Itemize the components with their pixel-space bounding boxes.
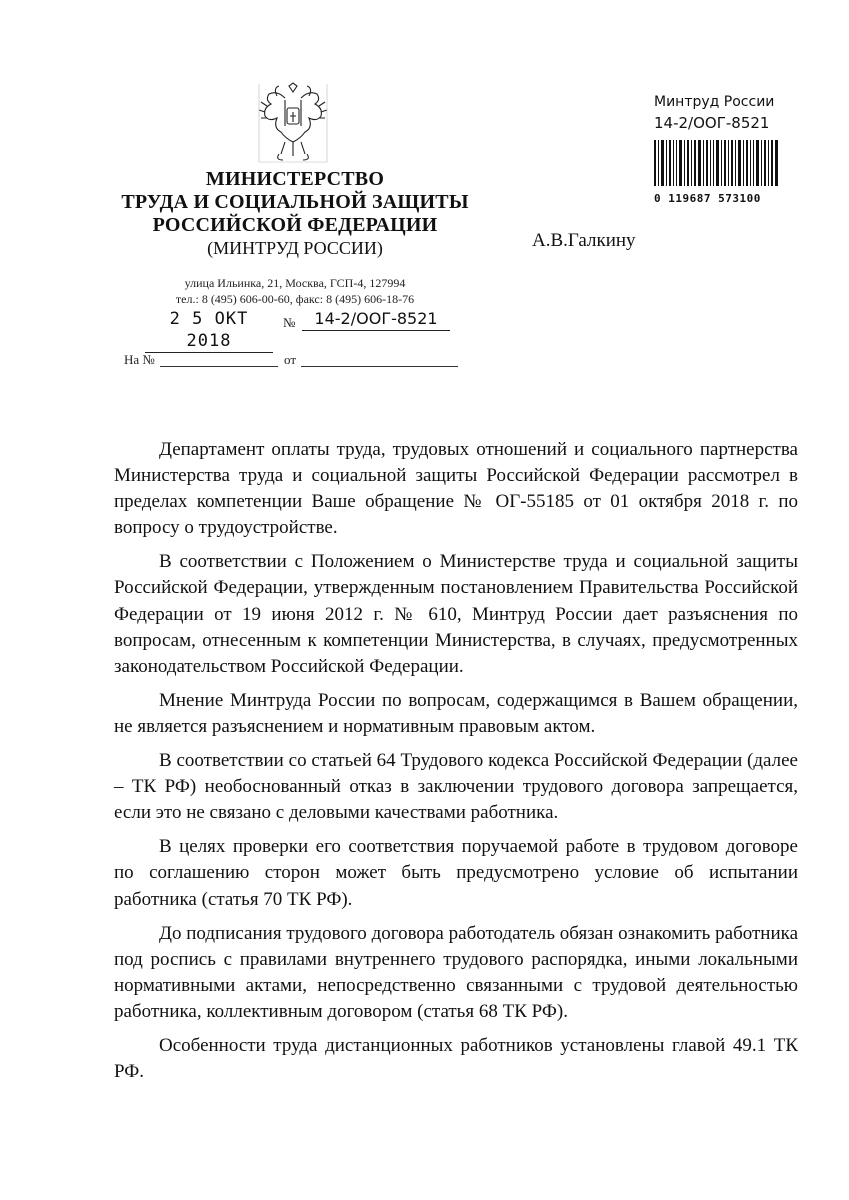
ministry-name-line-1: МИНИСТЕРСТВО [205,168,385,190]
reference-number-label: На № [124,352,155,367]
letter-body [114,437,798,1093]
body-paragraph: В целях проверки его соответствия поручаемой работе в трудовом договоре по соглашению сторон может быть предусмотрено условие об испытании работника (статья 70 ТК РФ). [114,836,798,910]
stamp-number: 14-2/ООГ-8521 [654,114,770,132]
reference-date-blank [301,366,458,367]
ministry-short-name: (МИНТРУД РОССИИ) [207,238,383,258]
ministry-name-line-3: РОССИЙСКОЙ ФЕДЕРАЦИИ [152,214,438,236]
reference-number-blank [160,366,278,367]
double-headed-eagle-icon [255,82,331,164]
body-paragraph: До подписания трудового договора работодатель обязан ознакомить работника под роспись с правилами внутреннего трудового распорядка, иными локальными нормативными актами, непосредственно связанными с трудовой деятельностью работника, коллективным договором (статья 68 ТК РФ). [114,922,798,1022]
outgoing-date: 2 5 ОКТ 2018 [145,308,273,353]
ministry-name-line-2: ТРУДА И СОЦИАЛЬНОЙ ЗАЩИТЫ [121,191,469,213]
outgoing-number: 14-2/ООГ-8521 [302,308,450,331]
recipient-name: А.В.Галкину [532,230,636,251]
phone-fax-line: тел.: 8 (495) 606-00-60, факс: 8 (495) 606-18-76 [175,292,415,306]
body-paragraph: Мнение Минтруда России по вопросам, содержащимся в Вашем обращении, не является разъяснением и нормативным правовым актом. [114,689,798,737]
ministry-header [110,168,480,260]
body-paragraph: Особенности труда дистанционных работников установлены главой 49.1 ТК РФ. [114,1034,798,1083]
address-line: улица Ильинка, 21, Москва, ГСП-4, 127994 [184,276,406,290]
ministry-address [130,275,460,307]
stamp-org: Минтруд России [654,94,775,110]
coat-of-arms-emblem [255,82,331,164]
registration-stamp [654,92,804,205]
body-paragraph: В соответствии с Положением о Министерстве труда и социальной защиты Российской Федерации, утвержденным постановлением Правительства Российской Федерации от 19 июня 2012 г. № 610, Минтруд России дает разъяснения по вопросам, отнесенным к компетенции Министерства, в случаях, предусмотренных законодательством Российской Федерации. [114,551,798,677]
reference-from-label: от [284,352,297,367]
body-paragraph: В соответствии со статьей 64 Трудового кодекса Российской Федерации (далее – ТК РФ) необоснованный отказ в заключении трудового договора запрещается, если это не связано с деловыми качествами работника. [114,750,798,824]
barcode-icon [654,140,778,186]
outgoing-number-label: № [283,315,296,330]
barcode-digits: 0 119687 573100 [654,192,761,205]
body-paragraph: Департамент оплаты труда, трудовых отношений и социального партнерства Министерства труда и социальной защиты Российской Федерации рассмотрел в пределах компетенции Ваше обращение № ОГ-55185 от 01 октября 2018 г. по вопросу о трудоустройстве. [114,439,798,539]
